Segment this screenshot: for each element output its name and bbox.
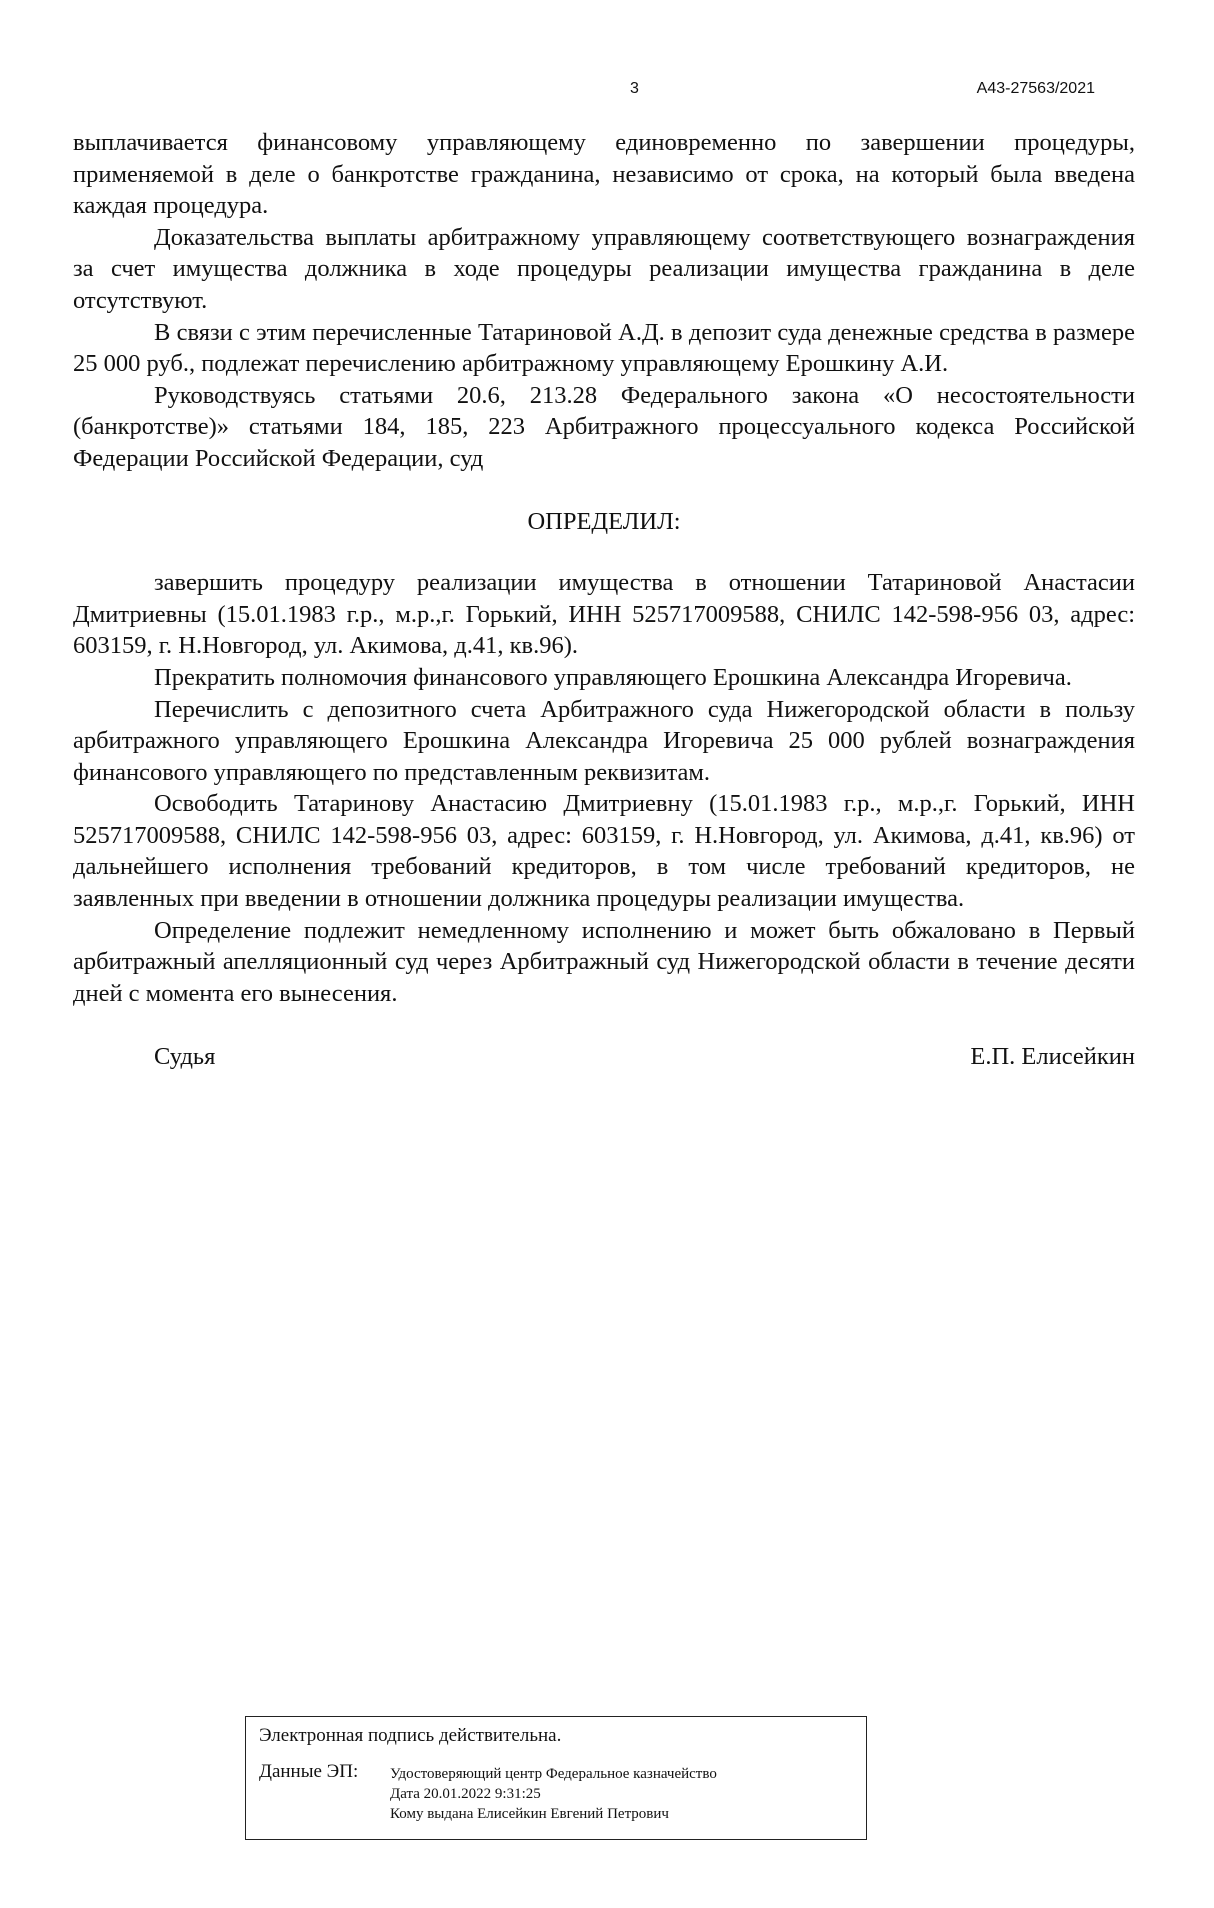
paragraph-transfer-funds: Перечислить с депозитного счета Арбитражного суда Нижегородской области в пользу арбитражного управляющего Ерошкина Александра Игоревича 25 000 рублей вознаграждения финансового управляющего по представленным реквизитам. [73,695,1135,786]
decision-heading: ОПРЕДЕЛИЛ: [527,507,681,535]
signature-details [390,1764,717,1824]
signature-valid-text: Электронная подпись действительна. [259,1725,562,1746]
document-body [73,127,1135,1073]
signature-issuer: Удостоверяющий центр Федеральное казначейство [390,1766,717,1782]
paragraph-appeal: Определение подлежит немедленному исполнению и может быть обжаловано в Первый арбитражный апелляционный суд через Арбитражный суд Нижегородской области в течение десяти дней с момента его вынесения. [73,916,1135,1007]
page-number: 3 [630,80,639,97]
paragraph-evidence: Доказательства выплаты арбитражному управляющему соответствующего вознаграждения за счет имущества должника в ходе процедуры реализации имущества гражданина в деле отсутствуют. [73,223,1135,314]
signature-date: Дата 20.01.2022 9:31:25 [390,1786,541,1802]
paragraph-deposit: В связи с этим перечисленные Татариновой А.Д. в депозит суда денежные средства в размере 25 000 руб., подлежат перечислению арбитражному управляющему Ерошкину А.И. [73,318,1135,378]
paragraph-release-debtor: Освободить Татаринову Анастасию Дмитриевну (15.01.1983 г.р., м.р.,г. Горький, ИНН 525717009588, СНИЛС 142-598-956 03, адрес: 603159, г. Н.Новгород, ул. Акимова, д.41, кв.96) от дальнейшего исполнения требований кредиторов, в том числе требований кредиторов, не заявленных при введении в отношении должника процедуры реализации имущества. [73,790,1135,913]
judge-role: Судья [154,1043,216,1071]
paragraph-terminate-powers: Прекратить полномочия финансового управляющего Ерошкина Александра Игоревича. [154,663,1072,691]
judge-name: Е.П. Елисейкин [970,1043,1135,1071]
signature-issued-to: Кому выдана Елисейкин Евгений Петрович [390,1806,669,1822]
signature-row [73,1041,1135,1073]
paragraph-continuation: выплачивается финансовому управляющему единовременно по завершении процедуры, применяемой в деле о банкротстве гражданина, независимо от срока, на который была введена каждая процедура. [73,129,1135,220]
electronic-signature-box [245,1716,867,1840]
paragraph-complete-procedure: завершить процедуру реализации имущества в отношении Татариновой Анастасии Дмитриевны (15.01.1983 г.р., м.р.,г. Горький, ИНН 525717009588, СНИЛС 142-598-956 03, адрес: 603159, г. Н.Новгород, ул. Акимова, д.41, кв.96). [73,569,1135,660]
case-number: А43-27563/2021 [976,80,1095,97]
signature-data-label: Данные ЭП: [259,1761,359,1782]
paragraph-legal-basis: Руководствуясь статьями 20.6, 213.28 Федерального закона «О несостоятельности (банкротстве)» статьями 184, 185, 223 Арбитражного процессуального кодекса Российской Федерации Российской Федерации, суд [73,381,1135,472]
